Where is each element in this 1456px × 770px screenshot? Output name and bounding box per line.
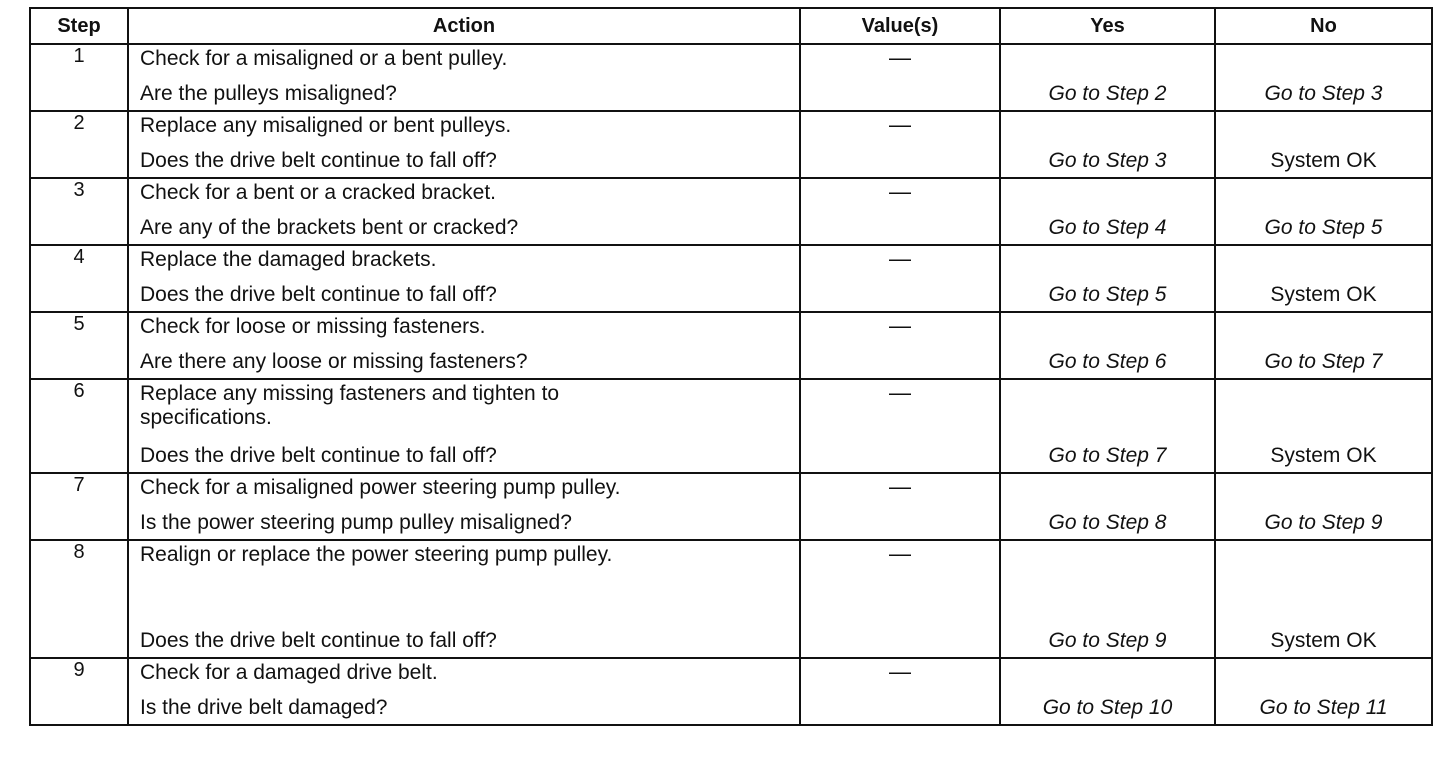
action-instruction: Check for a misaligned power steering pump pulley. [140, 476, 621, 499]
no-cell [1215, 473, 1432, 540]
action-question: Does the drive belt continue to fall off? [140, 444, 497, 467]
no-result: Go to Step 3 [1264, 82, 1383, 105]
table-body [30, 44, 1432, 725]
action-question: Does the drive belt continue to fall off? [140, 629, 497, 652]
action-cell [128, 178, 800, 245]
action-question: Are there any loose or missing fasteners? [140, 350, 528, 373]
action-question: Does the drive belt continue to fall off? [140, 283, 497, 306]
yes-cell [1000, 473, 1215, 540]
yes-result: Go to Step 3 [1048, 149, 1167, 172]
value-cell: — [800, 312, 1000, 379]
action-question: Are the pulleys misaligned? [140, 82, 397, 105]
action-cell [128, 44, 800, 111]
yes-cell [1000, 540, 1215, 658]
no-cell [1215, 178, 1432, 245]
value-cell: — [800, 379, 1000, 473]
action-question: Is the power steering pump pulley misaligned? [140, 511, 572, 534]
yes-result: Go to Step 2 [1048, 82, 1167, 105]
yes-result: Go to Step 4 [1048, 216, 1167, 239]
action-instruction: Check for a damaged drive belt. [140, 661, 438, 684]
yes-cell [1000, 658, 1215, 725]
no-result: Go to Step 5 [1264, 216, 1383, 239]
action-instruction: Check for a misaligned or a bent pulley. [140, 47, 508, 70]
table-row [30, 473, 1432, 540]
step-number: 9 [30, 658, 128, 725]
value-cell: — [800, 44, 1000, 111]
action-question: Does the drive belt continue to fall off? [140, 149, 497, 172]
step-number: 6 [30, 379, 128, 473]
value-cell: — [800, 111, 1000, 178]
header-values: Value(s) [800, 8, 1000, 44]
no-cell [1215, 245, 1432, 312]
action-cell [128, 540, 800, 658]
table-row [30, 44, 1432, 111]
step-number: 5 [30, 312, 128, 379]
table-header [30, 8, 1432, 44]
action-instruction: Check for loose or missing fasteners. [140, 315, 486, 338]
no-result: System OK [1270, 149, 1377, 172]
yes-cell [1000, 379, 1215, 473]
table-row [30, 658, 1432, 725]
no-cell [1215, 540, 1432, 658]
action-instruction: Replace the damaged brackets. [140, 248, 437, 271]
table-row [30, 312, 1432, 379]
no-cell [1215, 44, 1432, 111]
step-number: 7 [30, 473, 128, 540]
action-cell [128, 111, 800, 178]
yes-cell [1000, 111, 1215, 178]
action-instruction: Check for a bent or a cracked bracket. [140, 181, 497, 204]
action-cell [128, 312, 800, 379]
yes-cell [1000, 44, 1215, 111]
no-result: System OK [1270, 444, 1377, 467]
yes-cell [1000, 245, 1215, 312]
no-cell [1215, 379, 1432, 473]
yes-cell [1000, 178, 1215, 245]
no-cell [1215, 312, 1432, 379]
action-cell [128, 245, 800, 312]
yes-result: Go to Step 7 [1048, 444, 1167, 467]
table-row [30, 540, 1432, 658]
header-step: Step [30, 8, 128, 44]
table-row [30, 245, 1432, 312]
step-number: 8 [30, 540, 128, 658]
no-result: Go to Step 7 [1264, 350, 1383, 373]
header-yes: Yes [1000, 8, 1215, 44]
action-question: Are any of the brackets bent or cracked? [140, 216, 519, 239]
action-cell [128, 379, 800, 473]
value-cell: — [800, 245, 1000, 312]
step-number: 4 [30, 245, 128, 312]
action-cell [128, 473, 800, 540]
step-number: 1 [30, 44, 128, 111]
yes-result: Go to Step 5 [1048, 283, 1167, 306]
value-cell: — [800, 473, 1000, 540]
step-number: 3 [30, 178, 128, 245]
yes-result: Go to Step 6 [1048, 350, 1167, 373]
header-row [30, 8, 1432, 44]
yes-cell [1000, 312, 1215, 379]
no-cell [1215, 658, 1432, 725]
diagnostic-table [29, 7, 1433, 726]
action-cell [128, 658, 800, 725]
yes-result: Go to Step 10 [1042, 696, 1173, 719]
no-cell [1215, 111, 1432, 178]
action-question: Is the drive belt damaged? [140, 696, 388, 719]
action-instruction: Realign or replace the power steering pump pulley. [140, 543, 613, 566]
no-result: System OK [1270, 283, 1377, 306]
action-instruction: Replace any misaligned or bent pulleys. [140, 114, 512, 137]
header-no: No [1215, 8, 1432, 44]
yes-result: Go to Step 9 [1048, 629, 1167, 652]
yes-result: Go to Step 8 [1048, 511, 1167, 534]
value-cell: — [800, 178, 1000, 245]
no-result: Go to Step 11 [1259, 696, 1388, 719]
table-row [30, 178, 1432, 245]
value-cell: — [800, 540, 1000, 658]
header-action: Action [128, 8, 800, 44]
table-row [30, 379, 1432, 473]
no-result: Go to Step 9 [1264, 511, 1383, 534]
action-instruction: Replace any missing fasteners and tighten to specifications. [140, 382, 560, 429]
table-row [30, 111, 1432, 178]
step-number: 2 [30, 111, 128, 178]
no-result: System OK [1270, 629, 1377, 652]
value-cell: — [800, 658, 1000, 725]
